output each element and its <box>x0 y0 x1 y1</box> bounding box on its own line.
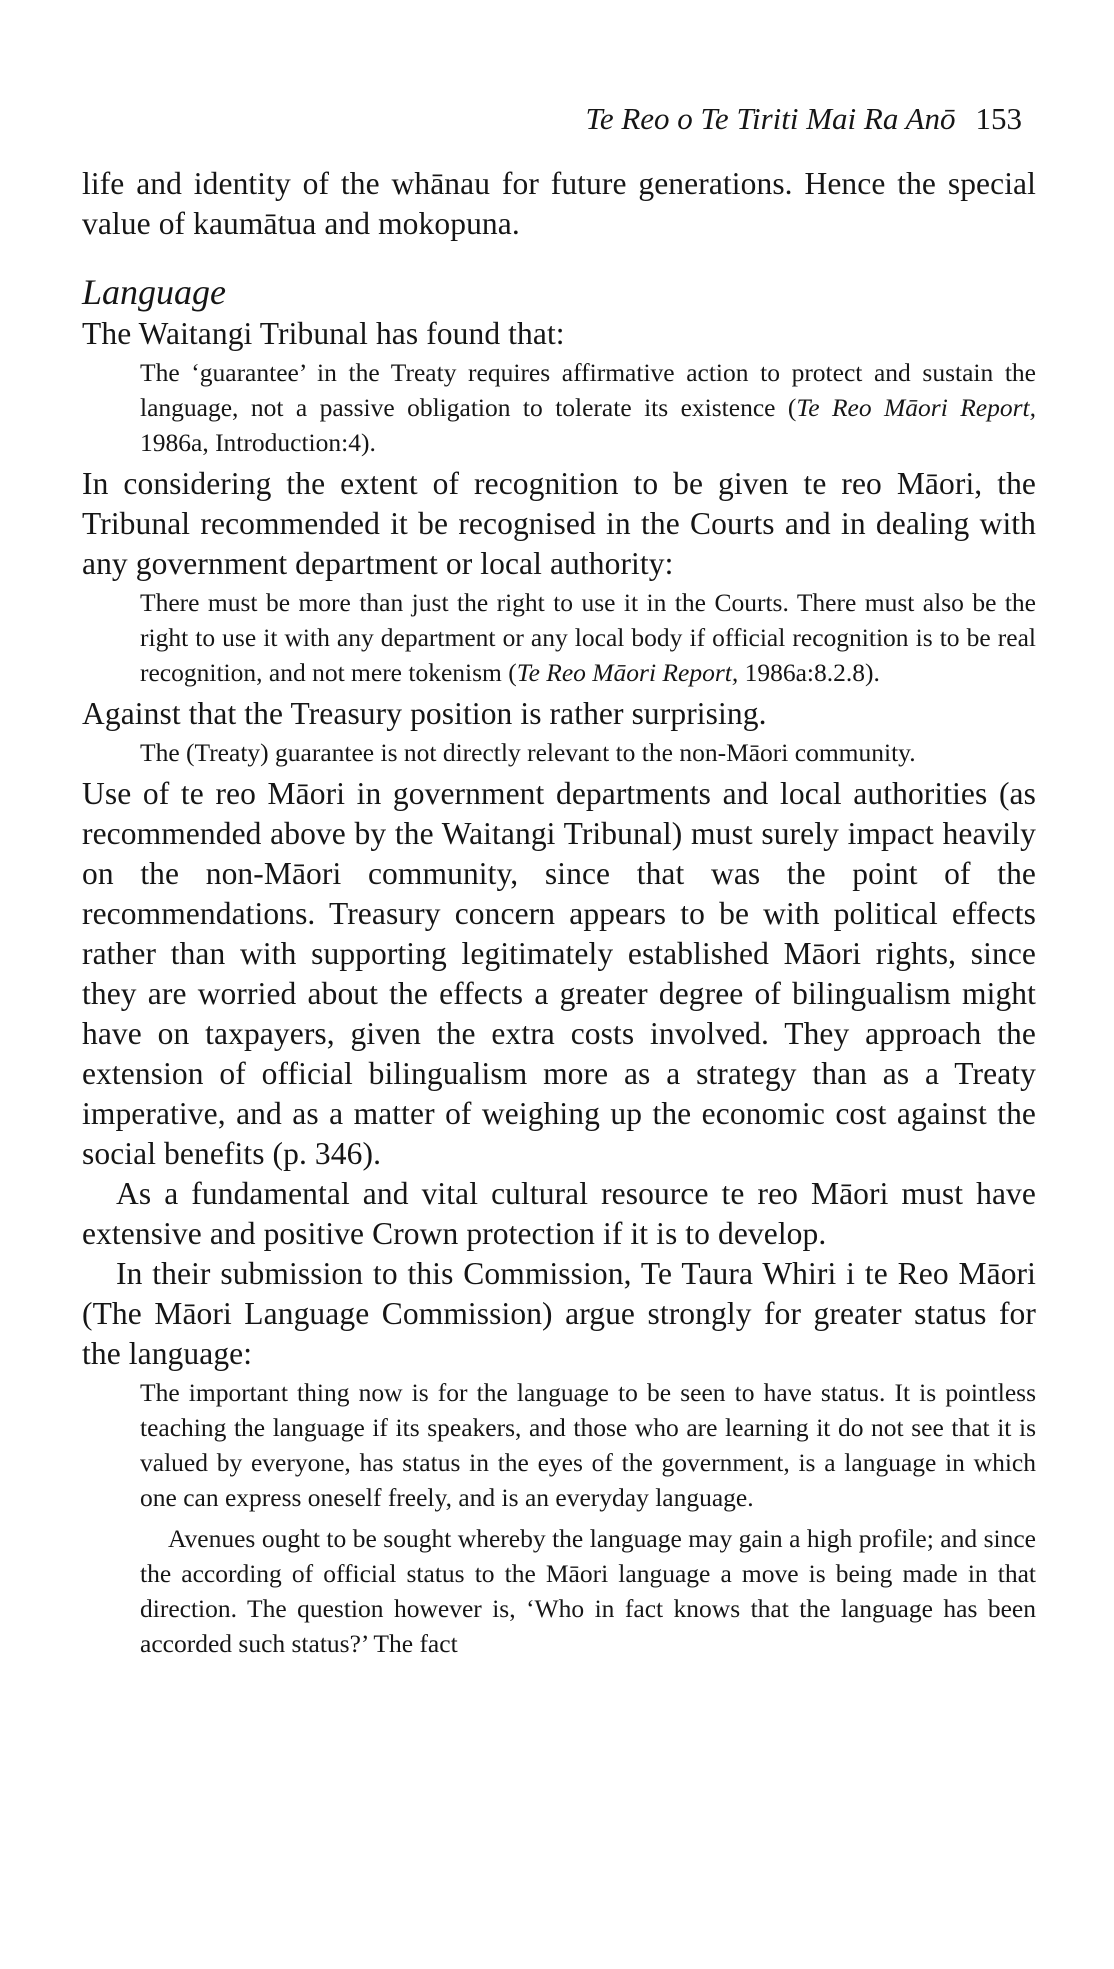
paragraph-opening: life and identity of the whānau for future generations. Hence the special value of kaumātua and mokopuna. <box>82 166 1036 241</box>
block-quote-treasury: The (Treaty) guarantee is not directly relevant to the non-Māori community. <box>140 738 916 767</box>
block-quote-tribunal <box>140 355 1036 460</box>
block-quote-courts <box>140 585 1036 690</box>
paragraph-use-of-te-reo: Use of te reo Māori in government departments and local authorities (as recommended above by the Waitangi Tribunal) must surely impact heavily on the non-Māori community, since that was the point of the recommendations. Treasury concern appears to be with political effects rather than with supporting legitimately established Māori rights, since they are worried about the effects a greater degree of bilingualism might have on taxpayers, given the extra costs involved. They approach the extension of official bilingualism more as a strategy than as a Treaty imperative, and as a matter of weighing up the economic cost against the social benefits (p. 346). <box>82 776 1036 1171</box>
quote-citation-title: Te Reo Māori Report, <box>796 393 1036 422</box>
quote-citation-ref: 1986a, Introduction:4). <box>140 428 376 457</box>
running-head-title: Te Reo o Te Tiriti Mai Ra Anō <box>585 101 956 136</box>
paragraph-tribunal-intro: The Waitangi Tribunal has found that: <box>82 316 565 351</box>
page-number: 153 <box>975 101 1022 136</box>
section-heading-language: Language <box>82 272 226 312</box>
page-body <box>82 164 1036 1665</box>
paragraph-recognition: In considering the extent of recognition to be given te reo Māori, the Tribunal recommended it be recognised in the Courts and in dealing with any government department or local authority: <box>82 466 1036 581</box>
quote-text: The ‘guarantee’ in the Treaty requires affirmative action to protect and sustain the language, not a passive obligation to tolerate its existence ( <box>140 358 1036 422</box>
quote-citation-ref: 1986a:8.2.8). <box>738 658 880 687</box>
block-quote-status: The important thing now is for the language to be seen to have status. It is pointless teaching the language if its speakers, and those who are learning it do not see that it is valued by everyone, has status in the eyes of the government, is a language in which one can express oneself freely, and is an everyday language. <box>140 1378 1036 1512</box>
quote-citation-title: Te Reo Māori Report, <box>516 658 739 687</box>
paragraph-submission: In their submission to this Commission, Te Taura Whiri i te Reo Māori (The Māori Language Commission) argue strongly for greater status for the language: <box>82 1256 1036 1371</box>
running-head <box>585 101 1022 137</box>
block-quote-avenues: Avenues ought to be sought whereby the language may gain a high profile; and since the according of official status to the Māori language a move is being made in that direction. The question however is, ‘Who in fact knows that the language has been accorded such status?’ The fact <box>140 1524 1036 1658</box>
quote-text: There must be more than just the right to use it in the Courts. There must also be the right to use it with any department or any local body if official recognition is to be real recognition, and not mere tokenism ( <box>140 588 1036 687</box>
paragraph-cultural-resource: As a fundamental and vital cultural resource te reo Māori must have extensive and positive Crown protection if it is to develop. <box>82 1176 1036 1251</box>
paragraph-treasury: Against that the Treasury position is rather surprising. <box>82 696 767 731</box>
